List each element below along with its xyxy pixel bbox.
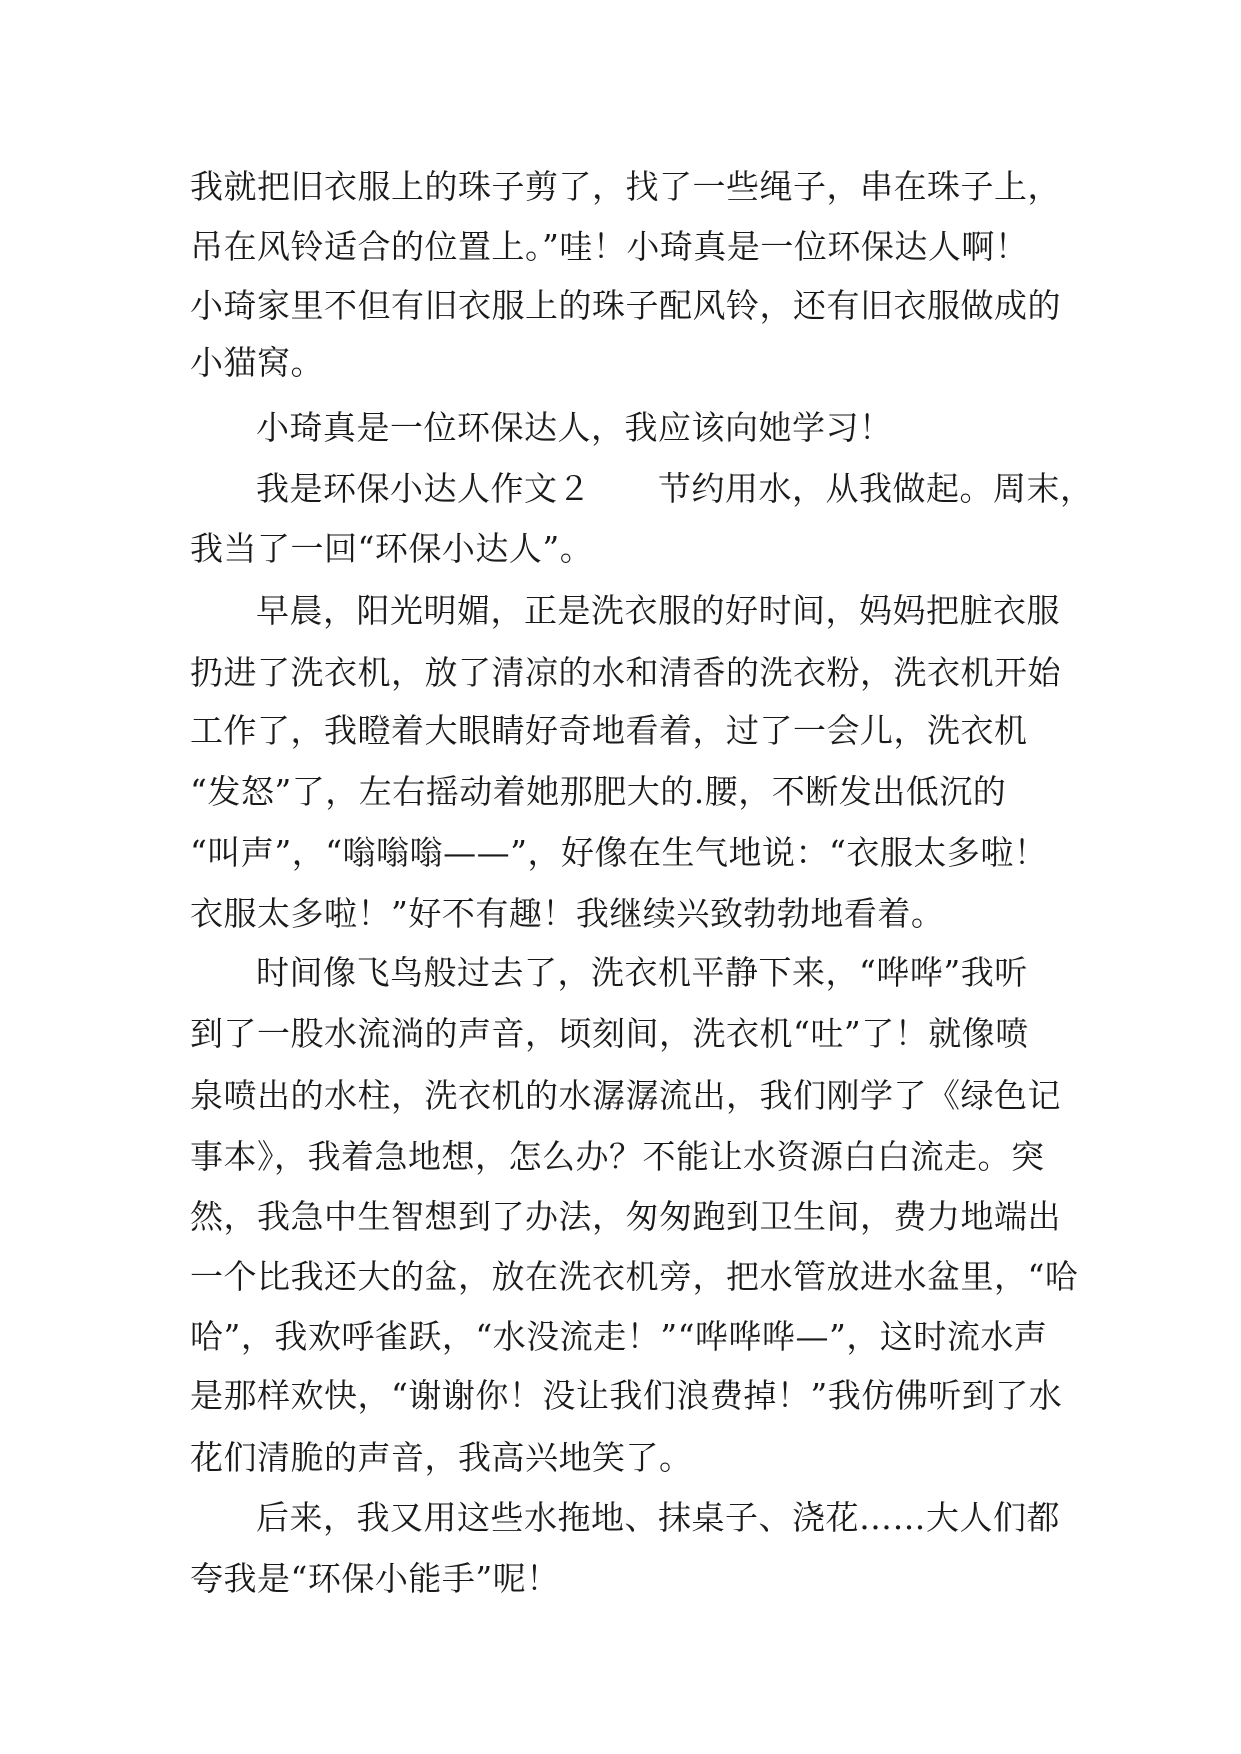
text-line: 小琦家里不但有旧衣服上的珠子配风铃，还有旧衣服做成的 [190, 286, 1061, 325]
text-line: 然，我急中生智想到了办法，匆匆跑到卫生间，费力地端出 [190, 1197, 1061, 1236]
text-line: 工作了，我瞪着大眼睛好奇地看着，过了一会儿，洗衣机 [190, 711, 1028, 750]
essay-title-line: 我是环保小达人作文２ 节约用水，从我做起。周末， [256, 469, 1094, 508]
text-line: 小猫窝。 [190, 343, 324, 382]
text-line: 到了一股水流淌的声音，顷刻间，洗衣机“吐”了！就像喷 [190, 1014, 1029, 1053]
text-line: 哈”，我欢呼雀跃，“水没流走！”“哗哗哗—”，这时流水声 [190, 1317, 1048, 1356]
paragraph-first-line: 早晨，阳光明媚，正是洗衣服的好时间，妈妈把脏衣服 [256, 591, 1060, 630]
text-line: 是那样欢快，“谢谢你！没让我们浪费掉！”我仿佛听到了水 [190, 1376, 1063, 1415]
text-line: 花们清脆的声音，我高兴地笑了。 [190, 1438, 693, 1477]
text-line: 吊在风铃适合的位置上。”哇！小琦真是一位环保达人啊！ [190, 227, 1029, 266]
text-line: 衣服太多啦！”好不有趣！我继续兴致勃勃地看着。 [190, 894, 945, 933]
paragraph-first-line: 后来，我又用这些水拖地、抹桌子、浇花……大人们都 [256, 1498, 1060, 1537]
text-line: 扔进了洗衣机，放了清凉的水和清香的洗衣粉，洗衣机开始 [190, 653, 1061, 692]
paragraph-first-line: 小琦真是一位环保达人，我应该向她学习！ [256, 408, 893, 447]
paragraph-first-line: 时间像飞鸟般过去了，洗衣机平静下来，“哗哗”我听 [256, 953, 1028, 992]
text-line: 夸我是“环保小能手”呢！ [190, 1559, 560, 1598]
text-line: 泉喷出的水柱，洗衣机的水潺潺流出，我们刚学了《绿色记 [190, 1076, 1061, 1115]
text-line: “发怒”了，左右摇动着她那肥大的.腰，不断发出低沉的 [190, 772, 1007, 811]
text-line: 一个比我还大的盆，放在洗衣机旁，把水管放进水盆里，“哈 [190, 1257, 1079, 1296]
text-line: 我就把旧衣服上的珠子剪了，找了一些绳子，串在珠子上， [190, 167, 1061, 206]
text-line: 事本》，我着急地想，怎么办？不能让水资源白白流走。突 [190, 1137, 1045, 1176]
text-line: 我当了一回“环保小达人”。 [190, 529, 594, 568]
text-line: “叫声”，“嗡嗡嗡——”，好像在生气地说：“衣服太多啦！ [190, 833, 1048, 872]
